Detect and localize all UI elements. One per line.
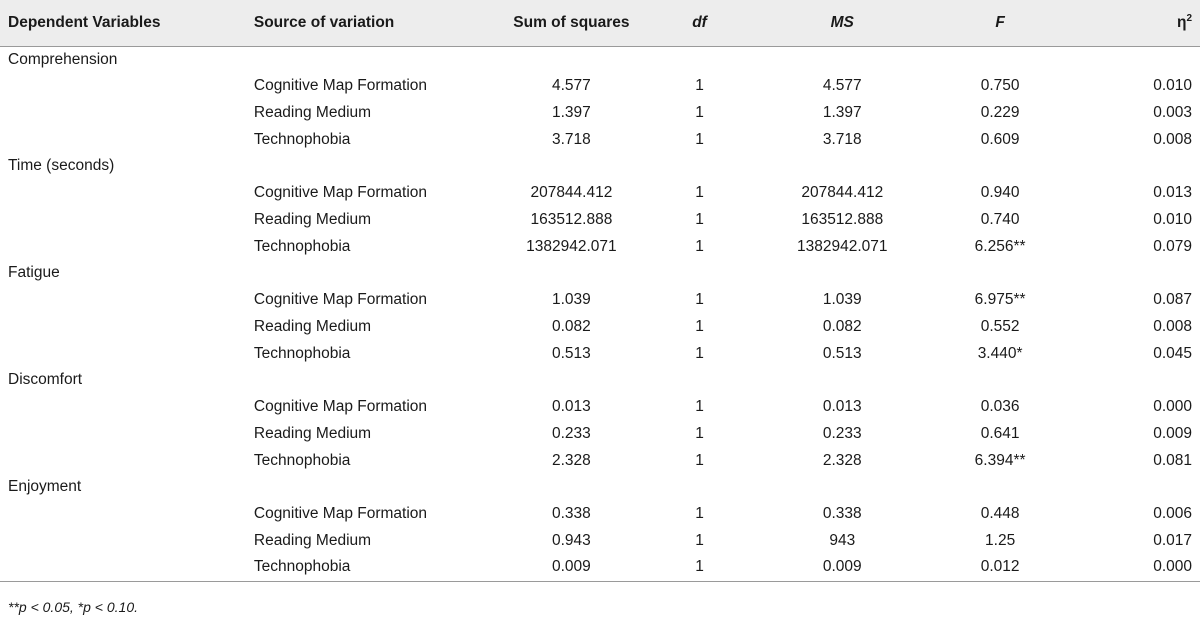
sum-of-squares-cell: 0.338 [552, 505, 591, 523]
source-cell: Cognitive Map Formation [253, 291, 428, 309]
f-cell: 0.552 [980, 317, 1020, 335]
group-row [0, 367, 1200, 394]
ms-cell: 0.082 [822, 317, 862, 335]
table-row [0, 233, 1200, 260]
df-cell: 1 [695, 210, 704, 228]
source-cell: Technophobia [253, 130, 351, 148]
sum-of-squares-cell: 2.328 [552, 451, 591, 469]
empty-cell [0, 314, 254, 341]
ms-cell: 1.397 [822, 103, 862, 121]
table-row [0, 287, 1200, 314]
df-cell: 1 [695, 531, 704, 549]
eta-squared-cell: 0.081 [1153, 451, 1192, 469]
group-row [0, 474, 1200, 501]
source-cell: Technophobia [254, 554, 492, 581]
table-row [0, 501, 1200, 528]
df-cell: 1 [695, 344, 704, 362]
table-row [0, 528, 1200, 555]
header-f: F [936, 0, 1064, 46]
df-cell: 1 [695, 424, 704, 442]
sum-of-squares-cell: 0.513 [552, 344, 591, 362]
f-cell: 0.940 [980, 184, 1020, 202]
df-cell: 1 [695, 317, 704, 335]
empty-cell [0, 207, 254, 234]
sum-of-squares-cell: 0.013 [552, 398, 591, 416]
eta-squared-cell: 0.045 [1153, 344, 1192, 362]
header-row [0, 0, 1200, 46]
source-cell: Reading Medium [253, 103, 372, 121]
table-body [0, 46, 1200, 581]
table-row [0, 73, 1200, 100]
ms-cell: 0.513 [822, 344, 862, 362]
eta-squared-cell: 0.079 [1153, 237, 1192, 255]
source-cell: Cognitive Map Formation [253, 398, 428, 416]
f-cell: 0.641 [980, 424, 1020, 442]
ms-cell: 2.328 [822, 451, 862, 469]
table-row [0, 394, 1200, 421]
eta-squared-cell: 0.006 [1153, 505, 1192, 523]
group-row [0, 153, 1200, 180]
sum-of-squares-cell: 0.009 [492, 554, 650, 581]
eta-squared-cell: 0.009 [1153, 424, 1192, 442]
ms-cell: 3.718 [822, 130, 862, 148]
table-row [0, 447, 1200, 474]
df-cell: 1 [695, 237, 704, 255]
df-cell: 1 [695, 77, 704, 95]
source-cell: Reading Medium [253, 210, 372, 228]
table-row [0, 554, 1200, 581]
f-cell: 0.229 [980, 103, 1020, 121]
ms-cell: 163512.888 [801, 210, 884, 228]
group-row [0, 46, 1200, 73]
sum-of-squares-cell: 0.082 [552, 317, 591, 335]
table-row [0, 100, 1200, 127]
dependent-variable-label: Comprehension [8, 50, 118, 68]
source-cell: Technophobia [253, 237, 351, 255]
header-df: df [651, 0, 749, 46]
sum-of-squares-cell: 0.233 [552, 424, 591, 442]
ms-cell: 0.233 [822, 424, 862, 442]
dependent-variable-label: Enjoyment [8, 478, 82, 496]
empty-cell [0, 447, 254, 474]
df-cell: 1 [695, 398, 704, 416]
ms-cell: 0.009 [748, 554, 936, 581]
table-row [0, 207, 1200, 234]
df-cell: 1 [695, 505, 704, 523]
eta-squared-cell: 0.000 [1153, 398, 1192, 416]
header-ms: MS [748, 0, 936, 46]
header-source-of-variation: Source of variation [254, 0, 492, 46]
f-cell: 0.609 [980, 130, 1020, 148]
source-cell: Cognitive Map Formation [253, 184, 428, 202]
sum-of-squares-cell: 0.943 [552, 531, 591, 549]
sum-of-squares-cell: 163512.888 [530, 210, 613, 228]
df-cell: 1 [695, 103, 704, 121]
empty-cell [0, 421, 254, 448]
f-cell: 0.740 [980, 210, 1020, 228]
eta-squared-cell: 0.087 [1153, 291, 1192, 309]
dependent-variable-label: Time (seconds) [8, 157, 115, 175]
footnote: **p < 0.05, *p < 0.10. [8, 599, 138, 615]
df-cell: 1 [695, 291, 704, 309]
dependent-variable-label: Fatigue [8, 264, 60, 282]
f-cell: 1.25 [985, 531, 1016, 549]
sum-of-squares-cell: 1382942.071 [526, 237, 617, 255]
source-cell: Cognitive Map Formation [253, 505, 428, 523]
header-sum-of-squares: Sum of squares [492, 0, 650, 46]
source-cell: Reading Medium [253, 531, 372, 549]
source-cell: Reading Medium [253, 317, 372, 335]
eta-squared-cell: 0.003 [1153, 103, 1192, 121]
ms-cell: 4.577 [822, 77, 862, 95]
sum-of-squares-cell: 1.039 [552, 291, 591, 309]
sum-of-squares-cell: 3.718 [552, 130, 591, 148]
empty-cell [0, 528, 254, 555]
f-cell: 0.036 [980, 398, 1020, 416]
table-row [0, 421, 1200, 448]
eta-symbol: η [1176, 14, 1187, 32]
eta-squared-cell: 0.013 [1153, 184, 1192, 202]
table-row [0, 180, 1200, 207]
f-cell: 0.448 [980, 505, 1020, 523]
group-row [0, 260, 1200, 287]
ms-cell: 1382942.071 [797, 237, 888, 255]
table-row [0, 340, 1200, 367]
ms-cell: 1.039 [822, 291, 862, 309]
f-cell: 6.256** [974, 237, 1026, 255]
dependent-variable-label: Discomfort [8, 371, 83, 389]
f-cell: 0.750 [980, 77, 1020, 95]
df-cell: 1 [651, 554, 749, 581]
header-dependent-variables: Dependent Variables [0, 0, 254, 46]
eta-squared-cell: 0.008 [1153, 130, 1192, 148]
df-cell: 1 [695, 130, 704, 148]
header-eta-squared [1064, 0, 1200, 46]
eta-squared-cell: 0.008 [1153, 317, 1192, 335]
sum-of-squares-cell: 1.397 [552, 103, 591, 121]
f-cell: 0.012 [936, 554, 1064, 581]
table-row [0, 314, 1200, 341]
source-cell: Cognitive Map Formation [253, 77, 428, 95]
f-cell: 6.975** [974, 291, 1026, 309]
table-header [0, 0, 1200, 46]
eta-superscript: 2 [1186, 13, 1192, 25]
empty-cell [0, 554, 254, 581]
table-row [0, 126, 1200, 153]
empty-cell [0, 180, 254, 207]
source-cell: Reading Medium [253, 424, 372, 442]
ms-cell: 207844.412 [801, 184, 884, 202]
empty-cell [0, 126, 254, 153]
f-cell: 6.394** [974, 451, 1026, 469]
ms-cell: 0.338 [822, 505, 862, 523]
sum-of-squares-cell: 207844.412 [530, 184, 613, 202]
ms-cell: 0.013 [822, 398, 862, 416]
empty-cell [0, 501, 254, 528]
df-cell: 1 [695, 184, 704, 202]
ms-cell: 943 [829, 531, 856, 549]
eta-squared-cell: 0.010 [1153, 210, 1192, 228]
source-cell: Technophobia [253, 451, 351, 469]
sum-of-squares-cell: 4.577 [552, 77, 591, 95]
f-cell: 3.440* [977, 344, 1023, 362]
eta-squared-cell: 0.017 [1153, 531, 1192, 549]
df-cell: 1 [695, 451, 704, 469]
empty-cell [0, 394, 254, 421]
empty-cell [0, 340, 254, 367]
eta-squared-cell: 0.010 [1153, 77, 1192, 95]
empty-cell [0, 73, 254, 100]
empty-cell [0, 287, 254, 314]
eta-squared-cell: 0.000 [1064, 554, 1200, 581]
empty-cell [0, 100, 254, 127]
empty-cell [0, 233, 254, 260]
source-cell: Technophobia [253, 344, 351, 362]
